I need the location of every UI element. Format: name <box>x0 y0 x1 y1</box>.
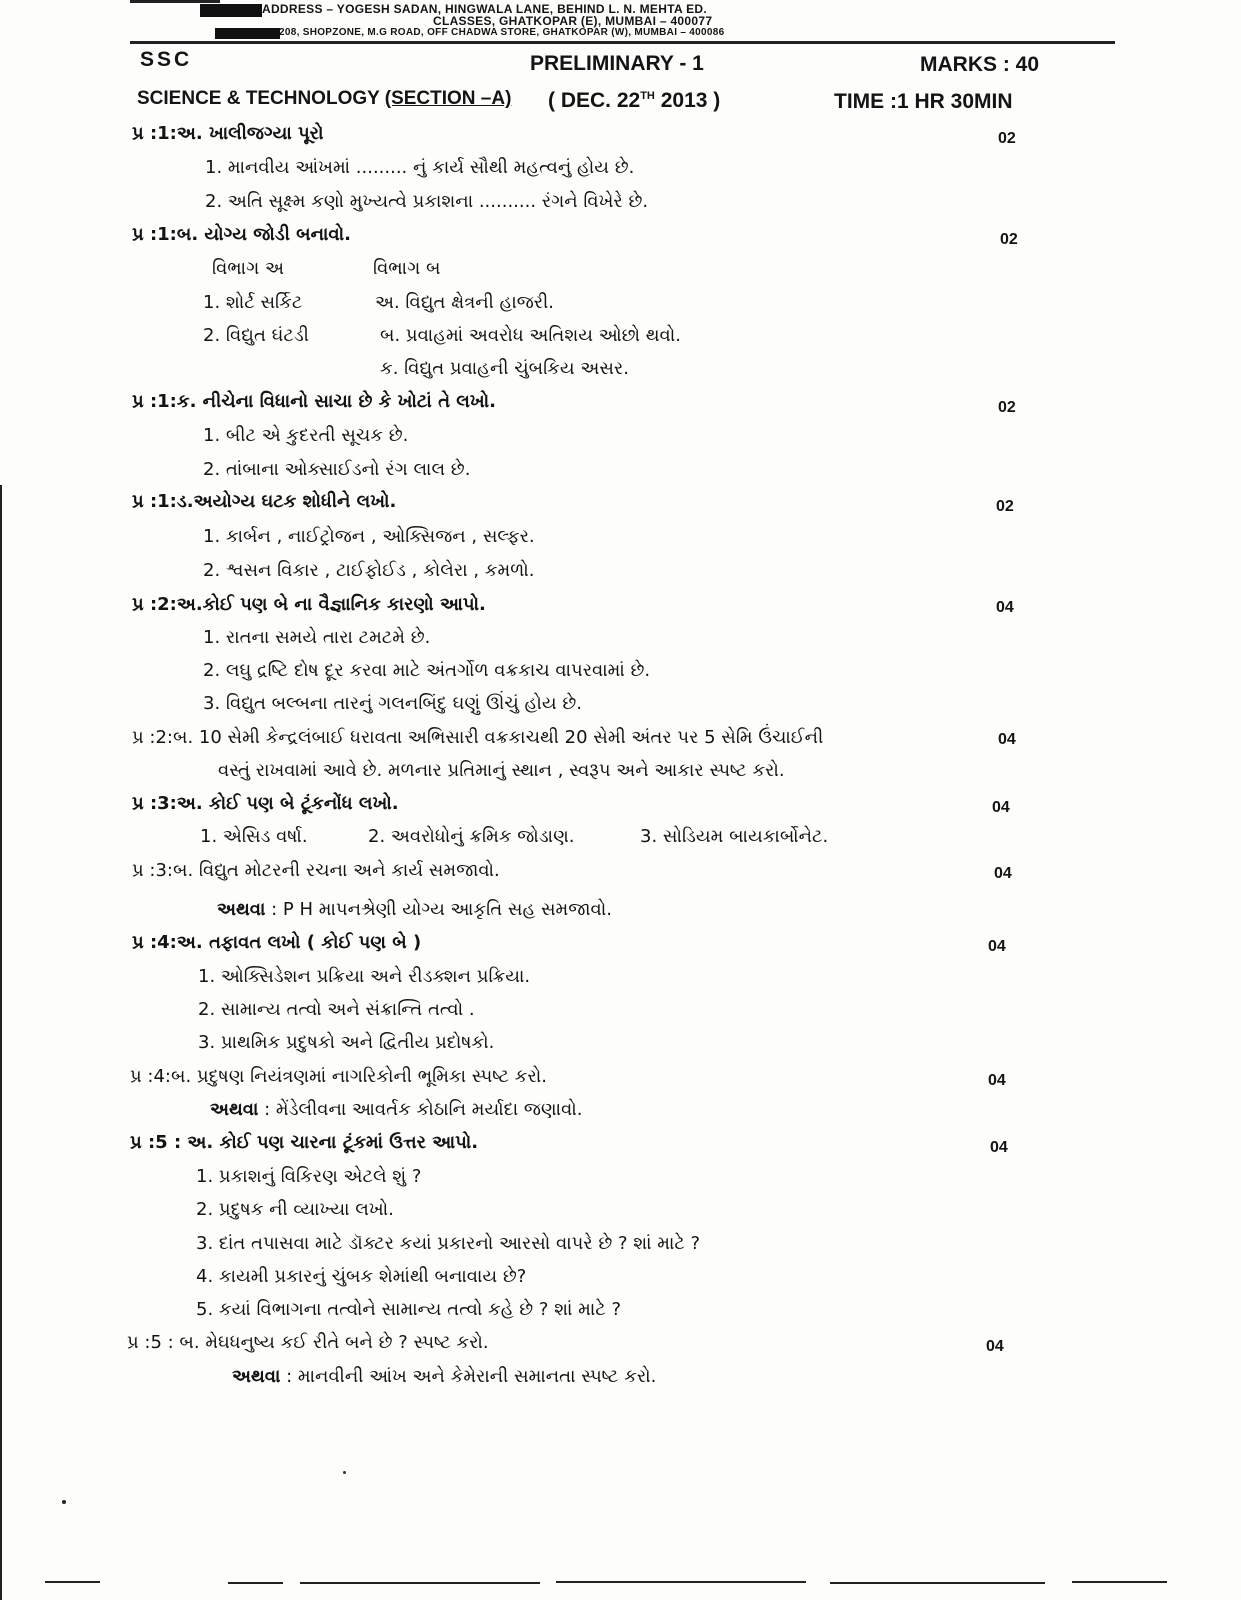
q4a-marks: 04 <box>988 938 1006 955</box>
date-prefix: ( DEC. 22 <box>548 89 641 112</box>
q1d-item-1: 1. કાર્બન , નાઈટ્રોજન , ઓક્સિજન , સલ્ફર. <box>203 526 535 547</box>
q2b-marks: 04 <box>998 731 1016 748</box>
q1c-item-2: 2. તાંબાના ઓક્સાઈડનો રંગ લાલ છે. <box>203 459 471 480</box>
subject-line <box>137 88 511 110</box>
address-line-2: CLASSES, GHATKOPAR (E), MUMBAI – 400077 <box>433 14 713 28</box>
date-suffix: 2013 ) <box>654 89 721 112</box>
q3a-item-3: 3. સોડિયમ બાયકાર્બોનેટ. <box>640 826 829 847</box>
address-line-1: ADDRESS – YOGESH SADAN, HINGWALA LANE, BEHIND L. N. MEHTA ED. <box>262 2 707 16</box>
exam-date <box>548 89 720 113</box>
q5a-item-2: 2. પ્રદુષક ની વ્યાખ્યા લખો. <box>196 1199 394 1220</box>
q4a-item-1: 1. ઓક્સિડેશન પ્રક્રિયા અને રીડક્શન પ્રક્રિયા. <box>198 966 531 987</box>
q5b-or-line <box>232 1366 656 1387</box>
exam-title: PRELIMINARY - 1 <box>530 52 704 75</box>
scan-speck <box>343 1471 346 1474</box>
q5a-item-1: 1. પ્રકાશનું વિકિરણ એટલે શું ? <box>196 1166 422 1187</box>
or-label: અથવા <box>210 1099 259 1120</box>
or-label: અથવા <box>232 1366 281 1387</box>
q1a-item-1: 1. માનવીય આંખમાં ......... નું કાર્ય સૌથી મહત્વનું હોય છે. <box>205 157 635 178</box>
bottom-rule-segment <box>830 1582 1045 1584</box>
q5a-marks: 04 <box>990 1139 1008 1156</box>
q5b-heading: પ્ર :5 : બ. મેઘધનુષ્ય કઈ રીતે બને છે ? સ્પષ્ટ કરો. <box>127 1332 489 1353</box>
q2b-line-1: પ્ર :2:બ. 10 સેમી કેન્દ્રલંબાઈ ધરાવતા અભિસારી વક્રકાચથી 20 સેમી અંતર પર 5 સેમિ ઉંચાઈની <box>132 727 824 748</box>
bottom-rule-segment <box>1072 1581 1167 1583</box>
q1c-heading: પ્ર :1:ક. નીચેના વિધાનો સાચા છે કે ખોટાં તે લખો. <box>132 391 497 412</box>
q1c-marks: 02 <box>998 399 1016 416</box>
q1b-b-item-3: ક. વિદ્યુત પ્રવાહની ચુંબકિય અસર. <box>380 358 629 379</box>
bottom-rule-segment <box>228 1582 283 1584</box>
q5a-item-5: 5. કયાં વિભાગના તત્વોને સામાન્ય તત્વો કહે છે ? શાં માટે ? <box>196 1299 622 1320</box>
q1a-marks: 02 <box>998 130 1016 147</box>
q1d-heading: પ્ર :1:ડ.અયોગ્ય ઘટક શોધીને લખો. <box>132 491 397 512</box>
q4b-or-line <box>210 1099 582 1120</box>
q2a-item-1: 1. રાતના સમયે તારા ટમટમે છે. <box>203 627 431 648</box>
redaction-block <box>200 4 262 17</box>
q1d-item-2: 2. શ્વસન વિકાર , ટાઈફોઈડ , કોલેરા , કમળો. <box>203 560 535 581</box>
q3a-item-1: 1. એસિડ વર્ષા. <box>200 826 308 847</box>
exam-time: TIME :1 HR 30MIN <box>834 90 1013 113</box>
q3a-marks: 04 <box>992 799 1010 816</box>
or-text: : માનવીની આંખ અને કેમેરાની સમાનતા સ્પષ્ટ કરો. <box>280 1366 657 1387</box>
q2b-line-2: વસ્તું રાખવામાં આવે છે. મળનાર પ્રતિમાનું સ્થાન , સ્વરૂપ અને આકાર સ્પષ્ટ કરો. <box>218 760 785 781</box>
q5a-heading: પ્ર :5 : અ. કોઈ પણ ચારના ટૂંકમાં ઉત્તર આપો. <box>130 1132 479 1153</box>
bottom-rule-segment <box>300 1582 540 1584</box>
q1b-b-item-1: અ. વિદ્યુત ક્ષેત્રની હાજરી. <box>375 292 554 313</box>
redaction-block <box>215 28 280 39</box>
q5a-item-4: 4. કાયમી પ્રકારનું ચુંબક શેમાંથી બનાવાય છે? <box>196 1266 527 1287</box>
or-label: અથવા <box>217 899 266 920</box>
q3a-heading: પ્ર :3:અ. કોઈ પણ બે ટૂંકનોંધ લખો. <box>132 793 399 814</box>
or-text: : મેંડેલીવના આવર્તક કોઠાનિ મર્યાદા જણાવો. <box>258 1099 583 1120</box>
bottom-rule-segment <box>556 1581 806 1583</box>
q1c-item-1: 1. બીટ એ કુદરતી સૂચક છે. <box>203 425 409 446</box>
q4a-heading: પ્ર :4:અ. તફાવત લખો ( કોઈ પણ બે ) <box>132 932 422 953</box>
q5a-item-3: 3. દાંત તપાસવા માટે ડૉક્ટર કયાં પ્રકારનો આરસો વાપરે છે ? શાં માટે ? <box>196 1233 701 1254</box>
q3b-or-line <box>217 899 612 920</box>
header-divider <box>130 41 1115 44</box>
q1b-col-a-header: વિભાગ અ <box>212 258 284 279</box>
q1a-item-2: 2. અતિ સૂક્ષ્મ કણો મુખ્યત્વે પ્રકાશના .......... રંગને વિખેરે છે. <box>205 191 649 212</box>
q3b-heading: પ્ર :3:બ. વિદ્યુત મોટરની રચના અને કાર્ય સમજાવો. <box>132 860 500 881</box>
address-line-3: 208, SHOPZONE, M.G ROAD, OFF CHADWA STORE, GHATKOPAR (W), MUMBAI – 400086 <box>279 27 725 38</box>
q3b-marks: 04 <box>994 865 1012 882</box>
q1b-col-b-header: વિભાગ બ <box>373 258 441 279</box>
board-label: SSC <box>140 48 193 71</box>
q2a-heading: પ્ર :2:અ.કોઈ પણ બે ના વૈજ્ઞાનિક કારણો આપો. <box>132 594 486 615</box>
total-marks: MARKS : 40 <box>920 53 1040 76</box>
q1b-marks: 02 <box>1000 231 1018 248</box>
scan-speck <box>62 1500 66 1504</box>
top-rule <box>130 0 220 3</box>
q2a-marks: 04 <box>996 599 1014 616</box>
q2a-item-3: 3. વિદ્યુત બલ્બના તારનું ગલનબિંદુ ઘણું ઊંચું હોય છે. <box>203 693 582 714</box>
bottom-rule-segment <box>45 1581 100 1583</box>
q4b-heading: પ્ર :4:બ. પ્રદુષણ નિયંત્રણમાં નાગરિકોની ભૂમિકા સ્પષ્ટ કરો. <box>130 1066 547 1087</box>
q4a-item-2: 2. સામાન્ય તત્વો અને સંક્રાન્તિ તત્વો . <box>198 999 475 1020</box>
q1b-a-item-2: 2. વિદ્યુત ઘંટડી <box>203 325 309 346</box>
q1b-b-item-2: બ. પ્રવાહમાં અવરોધ અતિશય ઓછો થવો. <box>380 325 681 346</box>
q5b-marks: 04 <box>986 1338 1004 1355</box>
q1b-a-item-1: 1. શોર્ટ સર્કિટ <box>203 292 303 313</box>
q1d-marks: 02 <box>996 498 1014 515</box>
page-border-left <box>0 485 2 1600</box>
q4a-item-3: 3. પ્રાથમિક પ્રદુષકો અને દ્વિતીય પ્રદોષકો. <box>198 1032 495 1053</box>
q4b-marks: 04 <box>988 1072 1006 1089</box>
q2a-item-2: 2. લઘુ દ્રષ્ટિ દોષ દૂર કરવા માટે અંતર્ગોળ વક્રકાચ વાપરવામાં છે. <box>203 660 651 681</box>
date-sup: TH <box>640 90 655 102</box>
q3a-item-2: 2. અવરોધોનું ક્રમિક જોડાણ. <box>368 826 575 847</box>
subject: SCIENCE & TECHNOLOGY <box>137 88 380 109</box>
section: (SECTION –A) <box>384 88 512 109</box>
q1a-heading: પ્ર :1:અ. ખાલીજગ્યા પૂરો <box>132 123 324 144</box>
q1b-heading: પ્ર :1:બ. યોગ્ય જોડી બનાવો. <box>132 224 351 245</box>
or-text: : P H માપનશ્રેણી યોગ્ય આકૃતિ સહ સમજાવો. <box>265 899 612 920</box>
